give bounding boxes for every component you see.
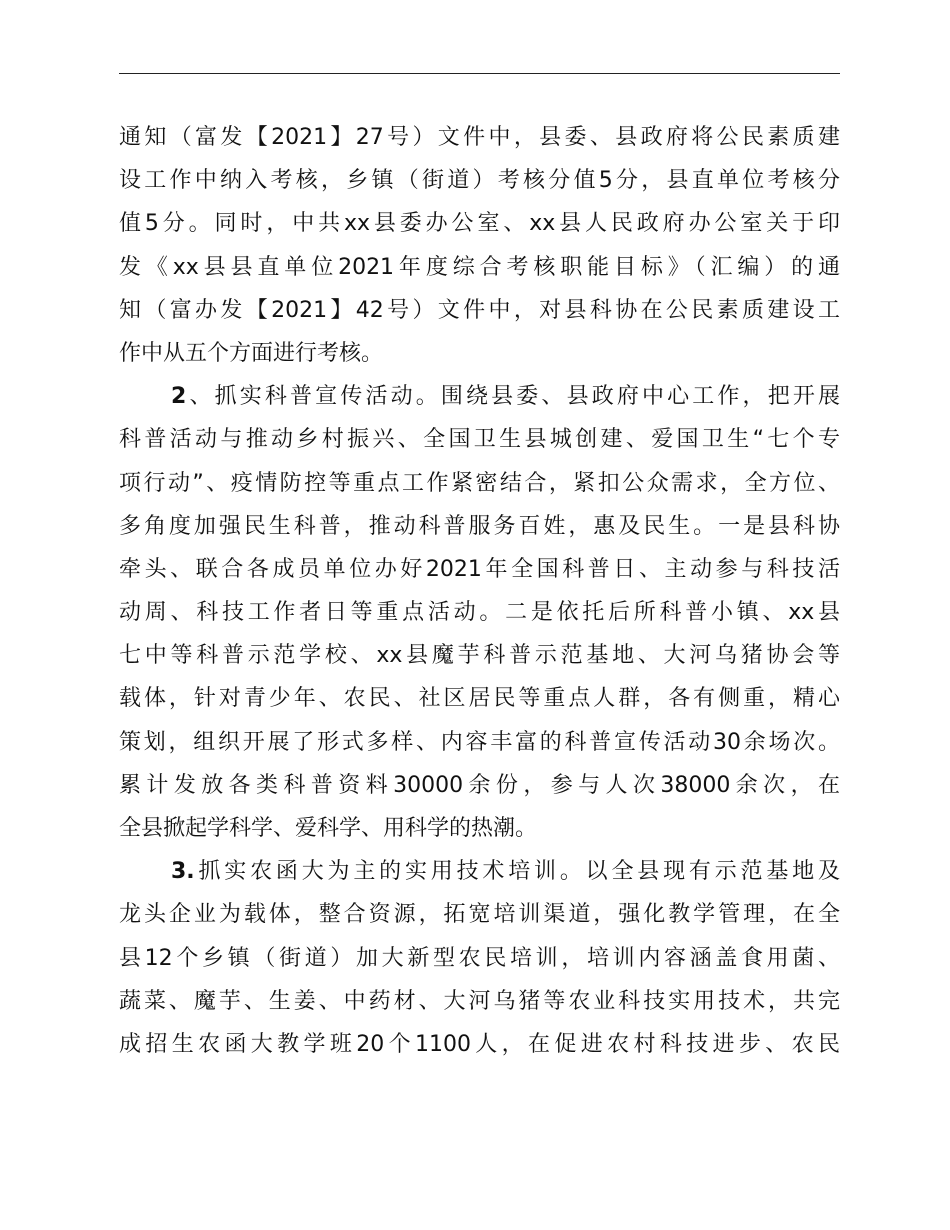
text-line: 蔬菜、魔芋、生姜、中药材、大河乌猪等农业科技实用技术，共完 [119, 988, 840, 1014]
paragraph-heading-text: 、抓实科普宣传活动。围绕县委、县政府中心工作，把开展 [186, 384, 840, 410]
paragraph-3 [119, 850, 840, 1066]
text-line: 发《xx县县直单位2021年度综合考核职能目标》（汇编）的通 [119, 254, 840, 280]
paragraph-first-line [119, 375, 840, 418]
text-line: 累计发放各类科普资料30000余份，参与人次38000余次，在 [119, 772, 840, 798]
text-line: 动周、科技工作者日等重点活动。二是依托后所科普小镇、xx县 [119, 600, 840, 626]
text-line: 项行动”、疫情防控等重点工作紧密结合，紧扣公众需求，全方位、 [119, 470, 840, 496]
text-line: 牵头、联合各成员单位办好2021年全国科普日、主动参与科技活 [119, 556, 840, 582]
text-line: 成招生农函大教学班20个1100人，在促进农村科技进步、农民 [119, 1031, 840, 1057]
text-line: 知（富办发【2021】42号）文件中，对县科协在公民素质建设工 [119, 297, 840, 323]
text-line: 设工作中纳入考核，乡镇（街道）考核分值5分，县直单位考核分 [119, 168, 840, 194]
text-line: 科普活动与推动乡村振兴、全国卫生县城创建、爱国卫生“七个专 [119, 427, 840, 453]
paragraph-1 [119, 116, 840, 375]
text-line: 龙头企业为载体，整合资源，拓宽培训渠道，强化教学管理，在全 [119, 902, 840, 928]
paragraph-2 [119, 375, 840, 850]
text-line: 全县掀起学科学、爱科学、用科学的热潮。 [119, 816, 538, 841]
text-line: 七中等科普示范学校、xx县魔芋科普示范基地、大河乌猪协会等 [119, 643, 840, 669]
text-line: 多角度加强民生科普，推动科普服务百姓，惠及民生。一是县科协 [119, 513, 840, 539]
header-rule [119, 73, 840, 74]
text-line: 载体，针对青少年、农民、社区居民等重点人群，各有侧重，精心 [119, 686, 840, 712]
paragraph-number: 2 [171, 384, 187, 410]
text-line: 作中从五个方面进行考核。 [119, 340, 384, 366]
text-line: 策划，组织开展了形式多样、内容丰富的科普宣传活动30余场次。 [119, 729, 840, 755]
text-line: 值5分。同时，中共xx县委办公室、xx县人民政府办公室关于印 [119, 211, 840, 237]
paragraph-number: 3. [171, 859, 195, 885]
text-line: 通知（富发【2021】27号）文件中，县委、县政府将公民素质建 [119, 125, 840, 150]
paragraph-heading-text: 抓实农函大为主的实用技术培训。以全县现有示范基地及 [194, 859, 840, 885]
text-line: 县12个乡镇（街道）加大新型农民培训，培训内容涵盖食用菌、 [119, 945, 840, 971]
document-body [119, 116, 840, 1066]
paragraph-first-line [119, 850, 840, 893]
